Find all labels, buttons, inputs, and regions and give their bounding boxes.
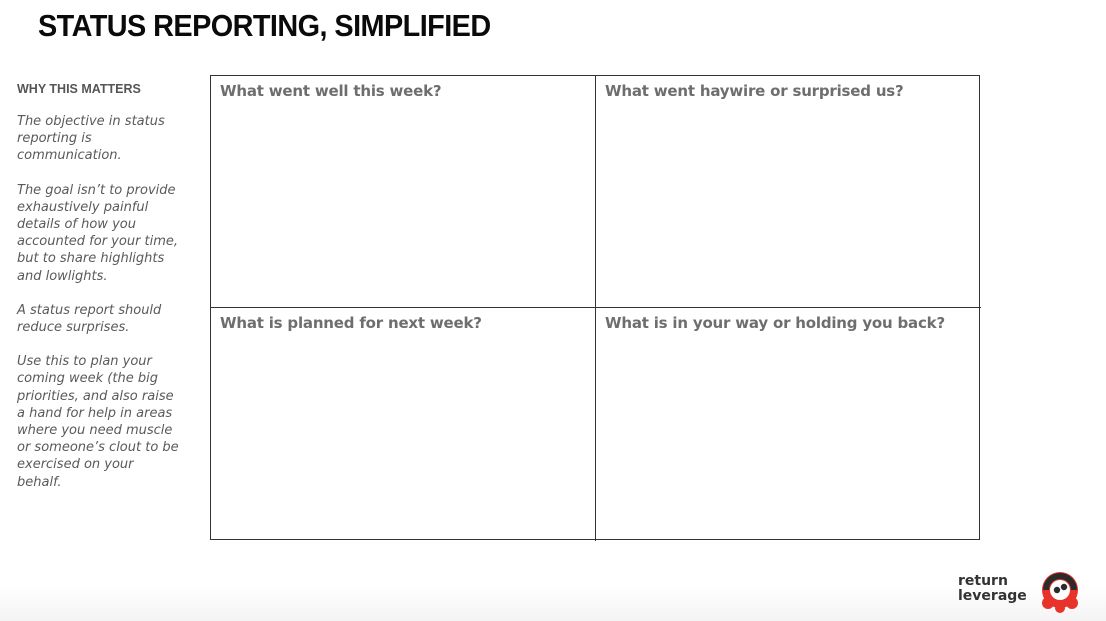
logo-text-line2: leverage: [958, 588, 1027, 604]
page-title: STATUS REPORTING, SIMPLIFIED: [38, 8, 491, 43]
brand-logo: [955, 568, 1085, 618]
sidebar-paragraph: The objective in status reporting is communication.: [17, 114, 165, 164]
cell-heading-planned: What is planned for next week?: [220, 314, 482, 332]
logo-text-line1: return: [958, 573, 1008, 589]
logo-text: [958, 574, 1027, 604]
cell-blockers[interactable]: [596, 308, 981, 541]
sidebar-paragraph: The goal isn’t to provide exhaustively painful details of how you accounted for your time, but to share highlights and lowlights.: [17, 182, 179, 284]
cell-heading-haywire: What went haywire or surprised us?: [605, 82, 904, 100]
sidebar-paragraph: Use this to plan your coming week (the big priorities, and also raise a hand for help in areas where you need muscle or someone’s clout to be exercised on your behalf.: [17, 354, 179, 490]
status-grid: [210, 75, 980, 540]
cell-planned[interactable]: [211, 308, 596, 541]
cell-went-well[interactable]: [211, 76, 596, 308]
logo-mark-icon: [1035, 568, 1085, 618]
sidebar-paragraph: A status report should reduce surprises.: [17, 302, 162, 336]
cell-haywire[interactable]: [596, 76, 981, 308]
sidebar-heading: WHY THIS MATTERS: [17, 82, 141, 96]
cell-heading-blockers: What is in your way or holding you back?: [605, 314, 945, 332]
cell-heading-went-well: What went well this week?: [220, 82, 442, 100]
sidebar: [17, 82, 182, 508]
